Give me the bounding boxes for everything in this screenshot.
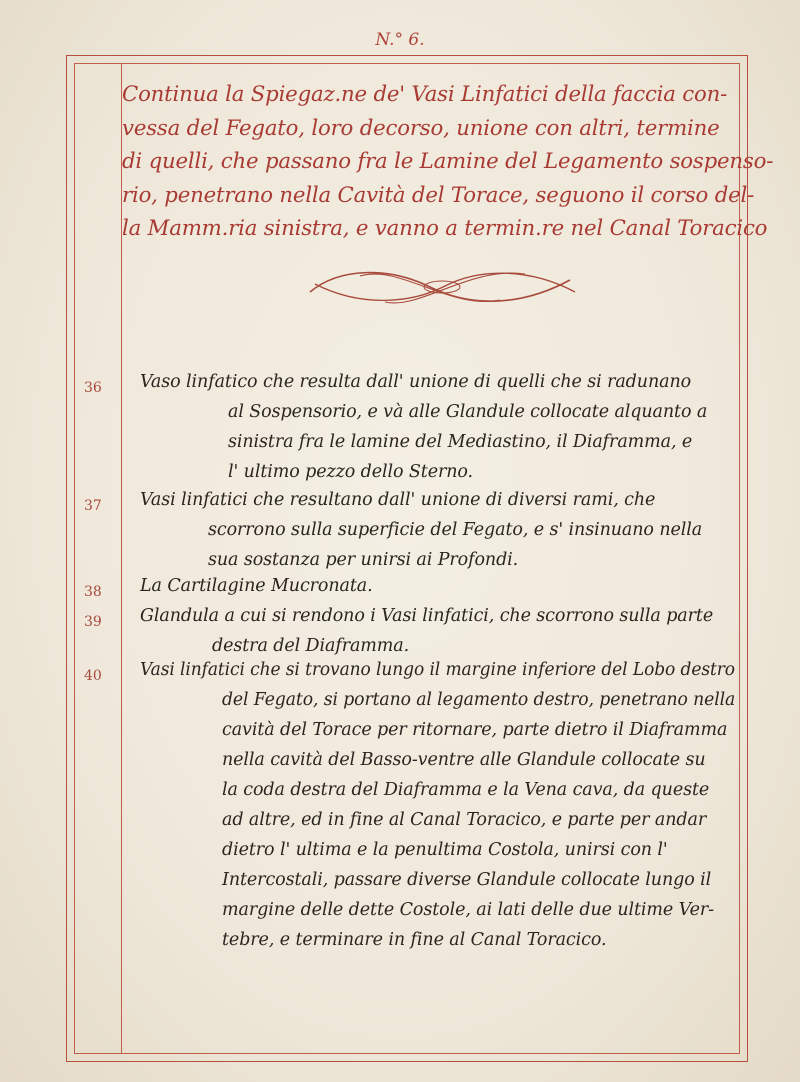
entry-text-line: al Sospensorio, e và alle Glandule collocate alquanto a [228,402,708,422]
entry-text-line: Intercostali, passare diverse Glandule collocate lungo il [222,870,712,890]
entry-text-line: Glandula a cui si rendono i Vasi linfatici, che scorrono sulla parte [140,606,714,626]
entry-text-line: cavità del Torace per ritornare, parte dietro il Diaframma [222,720,728,740]
entry-text-line: destra del Diaframma. [212,636,410,656]
entry-text-line: la coda destra del Diaframma e la Vena cava, da queste [222,780,710,800]
entry-text-line: dietro l' ultima e la penultima Costola, unirsi con l' [222,840,668,860]
page-number: N.° 6. [375,30,425,50]
title-line: rio, penetrano nella Cavità del Torace, seguono il corso del- [122,182,755,208]
entry-text-line: Vaso linfatico che resulta dall' unione di quelli che si radunano [140,372,692,392]
entry-text-line: Vasi linfatici che resultano dall' unione di diversi rami, che [140,490,656,510]
entry-text-line: tebre, e terminare in fine al Canal Toracico. [222,930,607,950]
title-line: di quelli, che passano fra le Lamine del Legamento sospenso- [122,149,774,174]
entry-number: 39 [84,614,102,630]
title-line: vessa del Fegato, loro decorso, unione con altri, termine [122,115,720,141]
entry-text-line: nella cavità del Basso-ventre alle Glandule collocate su [222,750,706,770]
entry-number: 37 [84,498,102,514]
entry-number: 36 [84,380,102,396]
entry-text-line: del Fegato, si portano al legamento destro, penetrano nella [222,690,736,710]
title-line: Continua la Spiegaz.ne de' Vasi Linfatici della faccia con- [122,82,728,107]
entry-text-line: scorrono sulla superficie del Fegato, e s' insinuano nella [208,520,703,540]
entry-number: 40 [84,668,102,684]
entry-text-line: La Cartilagine Mucronata. [140,576,373,596]
title-line: la Mamm.ria sinistra, e vanno a termin.re nel Canal Toracico [122,216,768,241]
entry-number: 38 [84,584,102,600]
entry-text-line: sinistra fra le lamine del Mediastino, il Diaframma, e [228,432,693,452]
entry-text-line: sua sostanza per unirsi ai Profondi. [208,550,519,570]
entry-text-line: margine delle dette Costole, ai lati delle due ultime Ver- [222,900,714,920]
entry-text-line: l' ultimo pezzo dello Sterno. [228,462,474,482]
entry-text-line: ad altre, ed in fine al Canal Toracico, e parte per andar [222,810,707,830]
entry-text-line: Vasi linfatici che si trovano lungo il margine inferiore del Lobo destro [140,660,735,680]
